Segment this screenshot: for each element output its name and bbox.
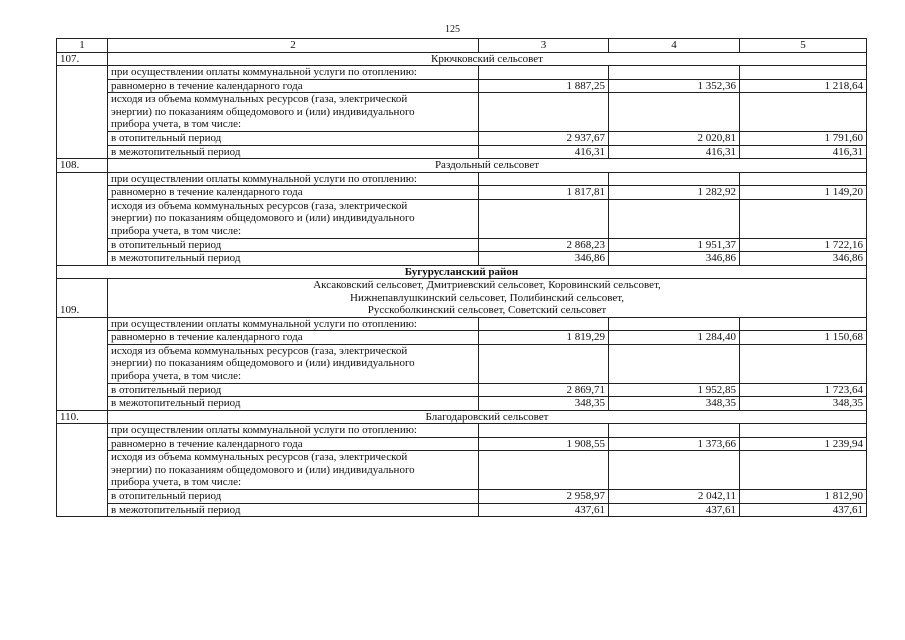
- off-heating-label: в межотопительный период: [108, 503, 479, 517]
- meter-label-line: прибора учета, в том числе:: [111, 369, 242, 382]
- empty-cell: [609, 451, 740, 490]
- column-header-5: 5: [740, 39, 867, 53]
- off-heating-row: [57, 503, 867, 517]
- heating-label: в отопительный период: [108, 238, 479, 252]
- value-cell: 1 723,64: [740, 383, 867, 397]
- value-cell: 2 937,67: [479, 132, 609, 146]
- column-header-3: 3: [479, 39, 609, 53]
- section-header-row: [57, 52, 867, 66]
- value-cell: 1 352,36: [609, 79, 740, 93]
- empty-cell: [609, 66, 740, 80]
- section-title: [108, 279, 867, 318]
- intro-label: при осуществлении оплаты коммунальной услуги по отоплению:: [108, 424, 479, 438]
- section-title-line: Благодаровский сельсовет: [425, 410, 549, 423]
- meter-label-line: исходя из объема коммунальных ресурсов (газа, электрической: [111, 344, 408, 357]
- intro-label: при осуществлении оплаты коммунальной услуги по отоплению:: [108, 66, 479, 80]
- section-title-line: Аксаковский сельсовет, Дмитриевский сельсовет, Коровинский сельсовет,: [313, 279, 661, 291]
- empty-cell: [740, 199, 867, 238]
- value-cell: 1 908,55: [479, 437, 609, 451]
- uniform-row: [57, 331, 867, 345]
- table-body: [57, 39, 867, 517]
- section-header-row: [57, 279, 867, 318]
- value-cell: 1 284,40: [609, 331, 740, 345]
- empty-cell: [479, 344, 609, 383]
- value-cell: 348,35: [609, 397, 740, 411]
- page-number: 125: [445, 24, 460, 35]
- uniform-row: [57, 79, 867, 93]
- heating-label: в отопительный период: [108, 490, 479, 504]
- intro-row: [57, 424, 867, 438]
- meter-label-line: прибора учета, в том числе:: [111, 476, 242, 488]
- section-title: [108, 52, 867, 66]
- off-heating-label: в межотопительный период: [108, 397, 479, 411]
- heating-row: [57, 238, 867, 252]
- value-cell: 348,35: [479, 397, 609, 411]
- section-title-line: Русскоболкинский сельсовет, Советский сельсовет: [367, 304, 607, 316]
- heating-label: в отопительный период: [108, 132, 479, 146]
- value-cell: 1 951,37: [609, 238, 740, 252]
- value-cell: 346,86: [740, 252, 867, 266]
- index-spacer: [57, 172, 108, 265]
- empty-cell: [740, 451, 867, 490]
- section-title-line: Крючковский сельсовет: [431, 52, 543, 65]
- off-heating-row: [57, 145, 867, 159]
- column-header-4: 4: [609, 39, 740, 53]
- meter-label-line: энергии) по показаниям общедомового и (или) индивидуального: [111, 463, 415, 476]
- empty-cell: [609, 172, 740, 186]
- index-spacer: [57, 66, 108, 159]
- intro-label: при осуществлении оплаты коммунальной услуги по отоплению:: [108, 172, 479, 186]
- meter-label-line: энергии) по показаниям общедомового и (или) индивидуального: [111, 212, 415, 224]
- value-cell: 1 817,81: [479, 186, 609, 200]
- value-cell: 1 791,60: [740, 132, 867, 146]
- uniform-row: [57, 437, 867, 451]
- meter-label-line: исходя из объема коммунальных ресурсов (газа, электрической: [111, 451, 408, 463]
- empty-cell: [479, 451, 609, 490]
- empty-cell: [609, 424, 740, 438]
- meter-label: [108, 199, 479, 238]
- value-cell: 346,86: [479, 252, 609, 266]
- index-spacer: [57, 424, 108, 517]
- section-header-row: [57, 159, 867, 173]
- off-heating-row: [57, 397, 867, 411]
- empty-cell: [609, 317, 740, 331]
- intro-row: [57, 172, 867, 186]
- value-cell: 1 812,90: [740, 490, 867, 504]
- section-title-line: Нижнепавлушкинский сельсовет, Полибинский сельсовет,: [350, 291, 624, 304]
- empty-cell: [609, 93, 740, 132]
- value-cell: 416,31: [479, 145, 609, 159]
- section-index: 109.: [57, 279, 108, 318]
- off-heating-label: в межотопительный период: [108, 252, 479, 266]
- empty-cell: [479, 172, 609, 186]
- meter-row: [57, 93, 867, 132]
- value-cell: 2 868,23: [479, 238, 609, 252]
- value-cell: 1 722,16: [740, 238, 867, 252]
- off-heating-label: в межотопительный период: [108, 145, 479, 159]
- empty-cell: [740, 66, 867, 80]
- section-header-row: [57, 410, 867, 424]
- section-index: 107.: [57, 52, 108, 66]
- uniform-label: равномерно в течение календарного года: [108, 437, 479, 451]
- heating-row: [57, 132, 867, 146]
- meter-label: [108, 344, 479, 383]
- value-cell: 1 887,25: [479, 79, 609, 93]
- empty-cell: [479, 317, 609, 331]
- value-cell: 1 373,66: [609, 437, 740, 451]
- intro-label: при осуществлении оплаты коммунальной услуги по отоплению:: [108, 317, 479, 331]
- meter-label-line: энергии) по показаниям общедомового и (или) индивидуального: [111, 357, 415, 369]
- value-cell: 437,61: [479, 503, 609, 517]
- value-cell: 1 149,20: [740, 186, 867, 200]
- empty-cell: [479, 66, 609, 80]
- meter-label: [108, 451, 479, 490]
- section-title: [108, 410, 867, 424]
- meter-row: [57, 344, 867, 383]
- section-title-line: Раздольный сельсовет: [434, 159, 540, 171]
- header-row: [57, 39, 867, 53]
- intro-row: [57, 66, 867, 80]
- column-header-1: 1: [57, 39, 108, 53]
- meter-row: [57, 199, 867, 238]
- value-cell: 1 150,68: [740, 331, 867, 345]
- value-cell: 416,31: [609, 145, 740, 159]
- heating-row: [57, 383, 867, 397]
- meter-label-line: исходя из объема коммунальных ресурсов (газа, электрической: [111, 93, 408, 105]
- empty-cell: [479, 424, 609, 438]
- empty-cell: [740, 424, 867, 438]
- value-cell: 437,61: [740, 503, 867, 517]
- uniform-row: [57, 186, 867, 200]
- value-cell: 1 218,64: [740, 79, 867, 93]
- meter-label-line: прибора учета, в том числе:: [111, 224, 242, 237]
- empty-cell: [609, 199, 740, 238]
- column-header-2: 2: [108, 39, 479, 53]
- heating-row: [57, 490, 867, 504]
- empty-cell: [740, 317, 867, 331]
- meter-label-line: энергии) по показаниям общедомового и (или) индивидуального: [111, 105, 415, 118]
- meter-label-line: прибора учета, в том числе:: [111, 118, 242, 130]
- intro-row: [57, 317, 867, 331]
- empty-cell: [740, 93, 867, 132]
- value-cell: 416,31: [740, 145, 867, 159]
- section-title: [108, 159, 867, 173]
- heating-label: в отопительный период: [108, 383, 479, 397]
- tariff-table: [56, 38, 867, 517]
- value-cell: 348,35: [740, 397, 867, 411]
- value-cell: 2 869,71: [479, 383, 609, 397]
- uniform-label: равномерно в течение календарного года: [108, 186, 479, 200]
- value-cell: 2 958,97: [479, 490, 609, 504]
- value-cell: 1 952,85: [609, 383, 740, 397]
- value-cell: 1 282,92: [609, 186, 740, 200]
- uniform-label: равномерно в течение календарного года: [108, 331, 479, 345]
- district-title: Бугурусланский район: [57, 265, 867, 279]
- meter-label-line: исходя из объема коммунальных ресурсов (газа, электрической: [111, 199, 408, 212]
- off-heating-row: [57, 252, 867, 266]
- empty-cell: [740, 344, 867, 383]
- empty-cell: [479, 199, 609, 238]
- value-cell: 346,86: [609, 252, 740, 266]
- value-cell: 2 020,81: [609, 132, 740, 146]
- value-cell: 437,61: [609, 503, 740, 517]
- empty-cell: [479, 93, 609, 132]
- meter-label: [108, 93, 479, 132]
- section-index: 110.: [57, 410, 108, 424]
- value-cell: 1 239,94: [740, 437, 867, 451]
- meter-row: [57, 451, 867, 490]
- index-spacer: [57, 317, 108, 410]
- empty-cell: [740, 172, 867, 186]
- section-index: 108.: [57, 159, 108, 173]
- uniform-label: равномерно в течение календарного года: [108, 79, 479, 93]
- value-cell: 1 819,29: [479, 331, 609, 345]
- empty-cell: [609, 344, 740, 383]
- district-row: [57, 265, 867, 279]
- value-cell: 2 042,11: [609, 490, 740, 504]
